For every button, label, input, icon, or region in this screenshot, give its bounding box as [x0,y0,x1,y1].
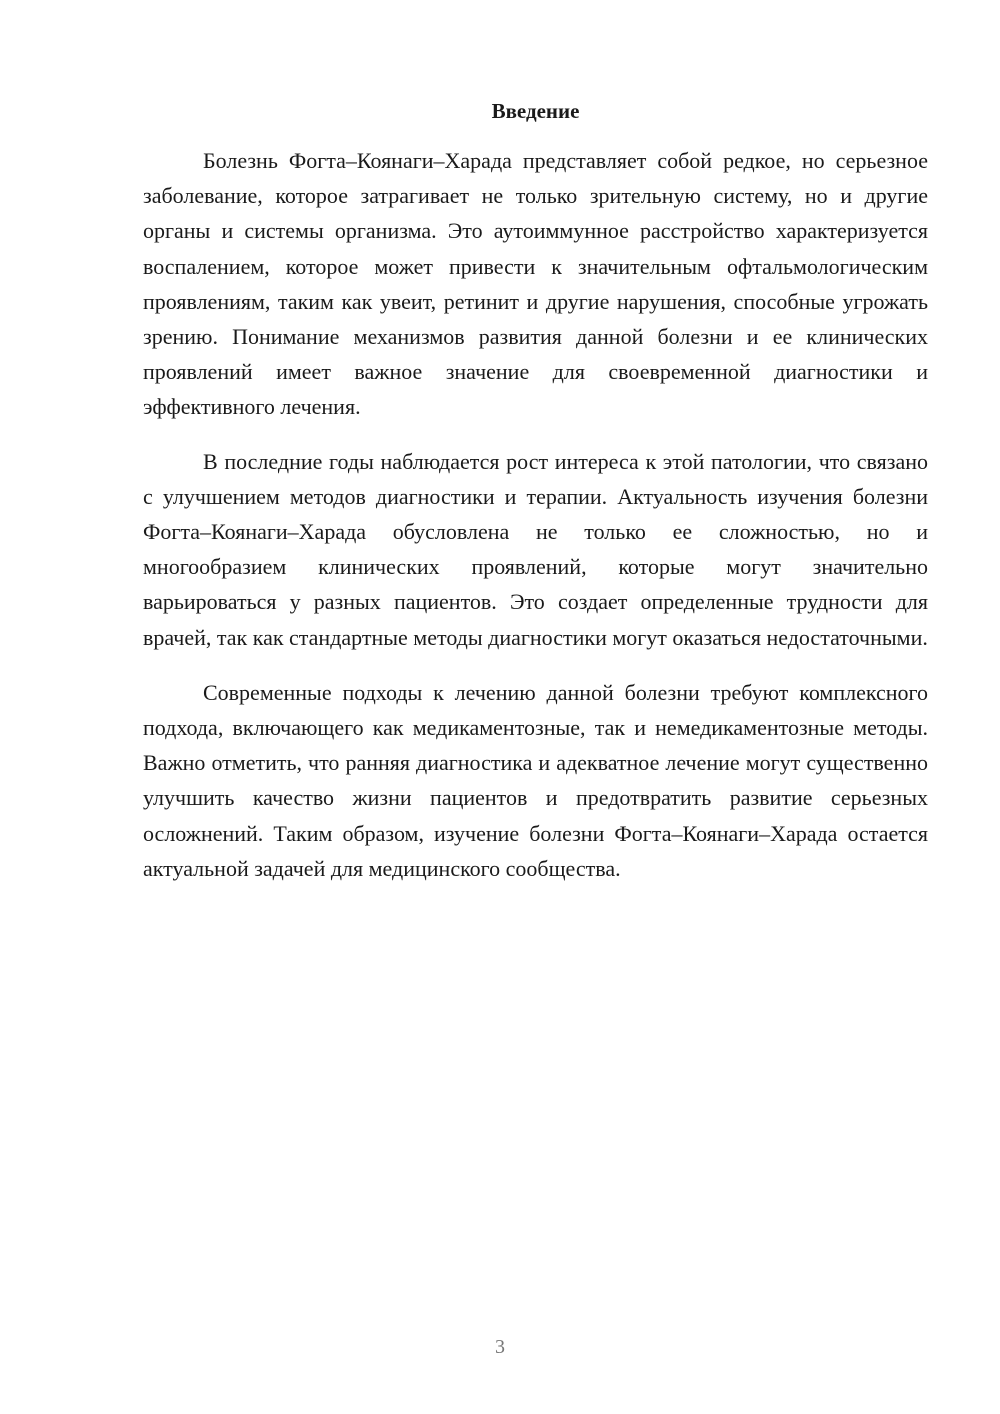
paragraph-1: Болезнь Фогта–Коянаги–Харада представляет собой редкое, но серьезное заболевание, которое затрагивает не только зрительную систему, но и другие органы и системы организма. Это аутоиммунное расстройство характеризуется воспалением, которое может привести к значительным офтальмологическим проявлениям, таким как увеит, ретинит и другие нарушения, способные угрожать зрению. Понимание механизмов развития данной болезни и ее клинических проявлений имеет важное значение для своевременной диагностики и эффективного лечения. [143,148,928,420]
section-heading: Введение [491,99,580,123]
page-number: 3 [495,1336,505,1358]
page-content [143,94,928,886]
paragraph-3: Современные подходы к лечению данной болезни требуют комплексного подхода, включающего как медикаментозные, так и немедикаментозные методы. Важно отметить, что ранняя диагностика и адекватное лечение могут существенно улучшить качество жизни пациентов и предотвратить развитие серьезных осложнений. Таким образом, изучение болезни Фогта–Коянаги–Харада остается актуальной задачей для медицинского сообщества. [143,679,928,881]
paragraph-2: В последние годы наблюдается рост интереса к этой патологии, что связано с улучшением методов диагностики и терапии. Актуальность изучения болезни Фогта–Коянаги–Харада обусловлена не только ее сложностью, но и многообразием клинических проявлений, которые могут значительно варьироваться у разных пациентов. Это создает определенные трудности для врачей, так как стандартные методы диагностики могут оказаться недостаточными. [143,448,928,650]
